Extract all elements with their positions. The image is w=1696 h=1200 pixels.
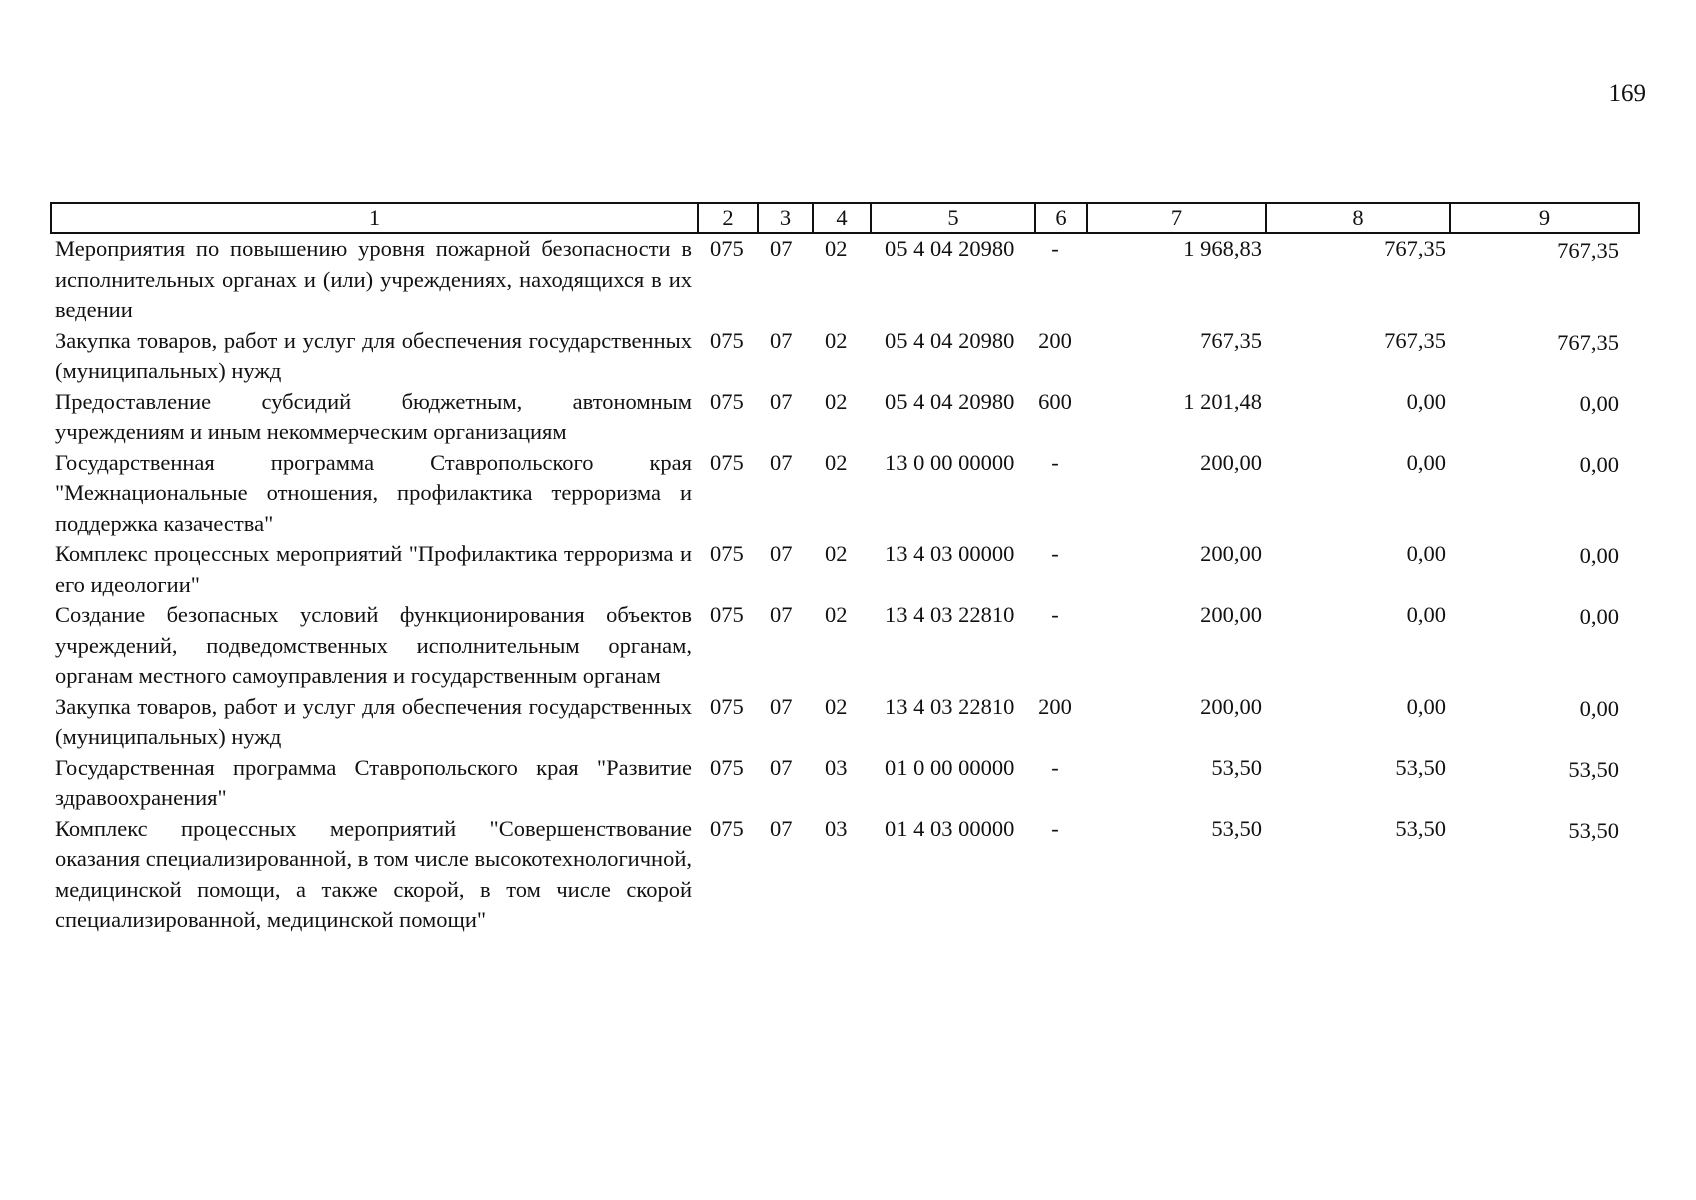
- header-col-7: 7: [1087, 203, 1266, 233]
- amount-col-9: 53,50: [1568, 756, 1619, 782]
- amount-col-7: 53,50: [1211, 754, 1262, 780]
- table-body: [51, 233, 1639, 936]
- row-name: Мероприятия по повышению уровня пожарной безопасности в исполнительных органах и (или) учреждениях, находящихся в их ведении: [55, 236, 692, 322]
- target-article-code: 01 4 03 00000: [885, 815, 1015, 841]
- expense-type-code: -: [1051, 449, 1059, 475]
- header-col-4: 4: [813, 203, 871, 233]
- subsection-code: 02: [825, 541, 848, 566]
- table-row: [51, 326, 1639, 387]
- amount-col-9: 0,00: [1579, 604, 1619, 629]
- header-col-5: 5: [871, 203, 1035, 233]
- amount-col-8: 0,00: [1406, 693, 1446, 719]
- section-code: 07: [770, 541, 793, 566]
- subsection-code: 02: [825, 602, 848, 627]
- table-row: [51, 814, 1639, 936]
- amount-col-9: 0,00: [1579, 695, 1619, 721]
- subsection-code: 02: [825, 388, 848, 414]
- amount-col-8: 0,00: [1406, 541, 1446, 566]
- header-col-3: 3: [758, 203, 813, 233]
- header-row: [51, 203, 1639, 233]
- section-code: 07: [770, 388, 793, 414]
- target-article-code: 13 4 03 00000: [885, 541, 1015, 566]
- table-row: [51, 233, 1639, 326]
- amount-col-7: 200,00: [1200, 602, 1262, 627]
- section-code: 07: [770, 449, 793, 475]
- table-row: [51, 387, 1639, 448]
- row-name: Предоставление субсидий бюджетным, автономным учреждениям и иным некоммерческим организациям: [55, 388, 692, 444]
- amount-col-7: 200,00: [1200, 449, 1262, 475]
- amount-col-8: 53,50: [1395, 754, 1446, 780]
- admin-code: 075: [710, 541, 744, 566]
- expense-type-code: -: [1051, 236, 1059, 261]
- expense-type-code: -: [1051, 602, 1059, 627]
- expense-type-code: 200: [1038, 327, 1072, 353]
- subsection-code: 02: [825, 327, 848, 353]
- row-name: Комплекс процессных мероприятий "Профилактика терроризма и его идеологии": [55, 541, 692, 597]
- expense-type-code: 200: [1038, 693, 1072, 719]
- header-col-9: 9: [1450, 203, 1639, 233]
- table-row: [51, 753, 1639, 814]
- row-name: Закупка товаров, работ и услуг для обеспечения государственных (муниципальных) нужд: [55, 327, 692, 383]
- page-number: 169: [1608, 80, 1646, 107]
- subsection-code: 03: [825, 815, 848, 841]
- budget-table: [50, 202, 1640, 936]
- row-name: Комплекс процессных мероприятий "Совершенствование оказания специализированной, в том числе высокотехнологичной, медицинской помощи, а также скорой, в том числе скорой специализированной, медицинской помощи": [55, 815, 692, 932]
- admin-code: 075: [710, 388, 744, 414]
- section-code: 07: [770, 815, 793, 841]
- amount-col-9: 767,35: [1557, 329, 1619, 355]
- row-name: Создание безопасных условий функционирования объектов учреждений, подведомственных исполнительным органам, органам местного самоуправления и государственным органам: [55, 602, 692, 688]
- subsection-code: 02: [825, 236, 848, 261]
- header-col-2: 2: [698, 203, 758, 233]
- amount-col-9: 0,00: [1579, 451, 1619, 477]
- amount-col-8: 767,35: [1384, 327, 1446, 353]
- target-article-code: 05 4 04 20980: [885, 388, 1015, 414]
- amount-col-8: 767,35: [1384, 236, 1446, 261]
- table-row: [51, 539, 1639, 600]
- admin-code: 075: [710, 449, 744, 475]
- amount-col-9: 0,00: [1579, 390, 1619, 416]
- amount-col-9: 0,00: [1579, 543, 1619, 568]
- expense-type-code: -: [1051, 754, 1059, 780]
- expense-type-code: 600: [1038, 388, 1072, 414]
- amount-col-7: 767,35: [1200, 327, 1262, 353]
- header-col-6: 6: [1035, 203, 1087, 233]
- amount-col-8: 0,00: [1406, 602, 1446, 627]
- amount-col-7: 1 968,83: [1183, 236, 1262, 261]
- amount-col-8: 0,00: [1406, 449, 1446, 475]
- table-row: [51, 692, 1639, 753]
- amount-col-9: 53,50: [1568, 817, 1619, 843]
- admin-code: 075: [710, 754, 744, 780]
- row-name: Закупка товаров, работ и услуг для обеспечения государственных (муниципальных) нужд: [55, 693, 692, 749]
- header-col-1: 1: [51, 203, 698, 233]
- section-code: 07: [770, 236, 793, 261]
- target-article-code: 05 4 04 20980: [885, 327, 1015, 353]
- table-header: [51, 203, 1639, 233]
- admin-code: 075: [710, 693, 744, 719]
- subsection-code: 02: [825, 449, 848, 475]
- amount-col-8: 53,50: [1395, 815, 1446, 841]
- row-name: Государственная программа Ставропольского края "Развитие здравоохранения": [55, 754, 692, 810]
- amount-col-7: 200,00: [1200, 693, 1262, 719]
- amount-col-7: 200,00: [1200, 541, 1262, 566]
- row-name: Государственная программа Ставропольского края "Межнациональные отношения, профилактика терроризма и поддержка казачества": [55, 449, 692, 536]
- target-article-code: 13 0 00 00000: [885, 449, 1015, 475]
- amount-col-7: 53,50: [1211, 815, 1262, 841]
- amount-col-7: 1 201,48: [1183, 388, 1262, 414]
- section-code: 07: [770, 327, 793, 353]
- target-article-code: 01 0 00 00000: [885, 754, 1015, 780]
- amount-col-9: 767,35: [1557, 238, 1619, 263]
- expense-type-code: -: [1051, 815, 1059, 841]
- admin-code: 075: [710, 602, 744, 627]
- section-code: 07: [770, 602, 793, 627]
- table-row: [51, 600, 1639, 692]
- header-col-8: 8: [1266, 203, 1450, 233]
- target-article-code: 05 4 04 20980: [885, 236, 1015, 261]
- section-code: 07: [770, 693, 793, 719]
- admin-code: 075: [710, 815, 744, 841]
- section-code: 07: [770, 754, 793, 780]
- subsection-code: 03: [825, 754, 848, 780]
- target-article-code: 13 4 03 22810: [885, 693, 1015, 719]
- admin-code: 075: [710, 327, 744, 353]
- subsection-code: 02: [825, 693, 848, 719]
- expense-type-code: -: [1051, 541, 1059, 566]
- admin-code: 075: [710, 236, 744, 261]
- target-article-code: 13 4 03 22810: [885, 602, 1015, 627]
- table-row: [51, 448, 1639, 540]
- amount-col-8: 0,00: [1406, 388, 1446, 414]
